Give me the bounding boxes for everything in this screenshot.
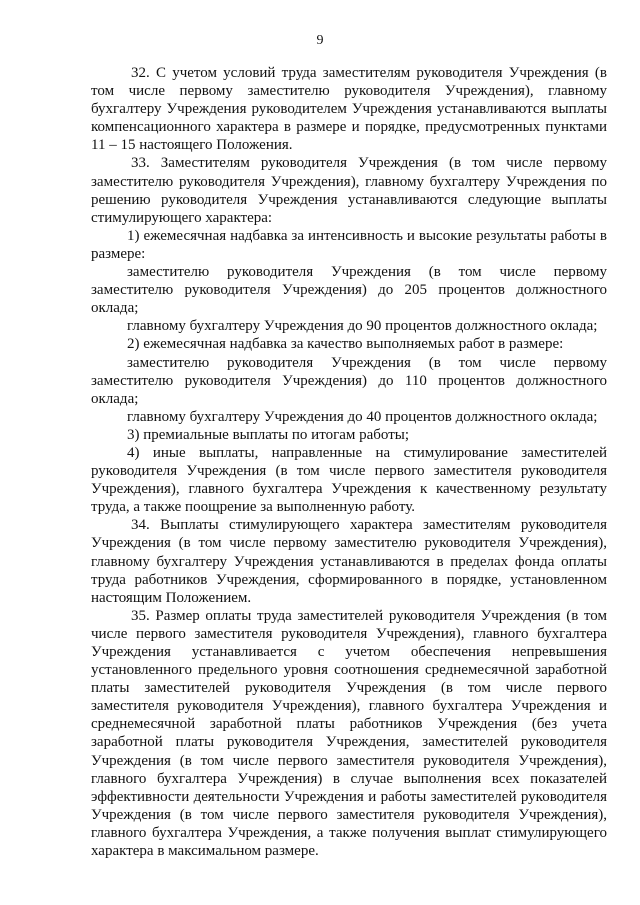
document-body [91,64,607,860]
paragraph-33: 33. Заместителям руководителя Учреждения (в том числе первому заместителю руководителя Учреждения), главному бухгалтеру Учреждения по решению руководителя Учреждения устанавливаются следующие выплаты стимулирующего характера: [91,155,607,226]
list-item-3: 3) премиальные выплаты по итогам работы; [127,426,410,443]
paragraph-34: 34. Выплаты стимулирующего характера заместителям руководителя Учреждения (в том числе первому заместителю руководителя Учреждения), главному бухгалтеру Учреждения устанавливаются в пределах фонда оплаты труда работников Учреждения, сформированного в порядке, установленном настоящим Положением. [91,517,607,606]
list-item-2-accountant: главному бухгалтеру Учреждения до 40 процентов должностного оклада; [127,408,598,425]
paragraph-35: 35. Размер оплаты труда заместителей руководителя Учреждения (в том числе первого заместителя руководителя Учреждения), главного бухгалтера Учреждения устанавливается с учетом обеспечения непревышения установленного предельного уровня соотношения среднемесячной заработной платы заместителей руководителя Учреждения (в том числе первого заместителя руководителя Учреждения), главного бухгалтера Учреждения и среднемесячной заработной платы работников Учреждения (без учета заработной платы руководителя Учреждения, заместителей руководителя Учреждения (в том числе первого заместителя руководителя Учреждения), главного бухгалтера Учреждения) в случае выполнения всех показателей эффективности деятельности Учреждения и работы заместителей руководителя Учреждения (в том числе первого заместителя руководителя Учреждения), главного бухгалтера Учреждения, а также получения выплат стимулирующего характера в максимальном размере. [91,607,607,860]
list-item-1: 1) ежемесячная надбавка за интенсивность и высокие результаты работы в размере: [91,227,607,262]
list-item-2-deputy: заместителю руководителя Учреждения (в том числе первому заместителю руководителя Учреждения) до 110 процентов должностного оклада; [91,354,607,407]
list-item-1-accountant: главному бухгалтеру Учреждения до 90 процентов должностного оклада; [127,318,598,335]
paragraph-32: 32. С учетом условий труда заместителям руководителя Учреждения (в том числе первому заместителю руководителя Учреждения), главному бухгалтеру Учреждения руководителем Учреждения устанавливаются выплаты компенсационного характера в размере и порядке, предусмотренных пунктами 11 – 15 настоящего Положения. [91,65,607,154]
list-item-2: 2) ежемесячная надбавка за качество выполняемых работ в размере: [127,336,564,353]
list-item-4: 4) иные выплаты, направленные на стимулирование заместителей руководителя Учреждения (в том числе первого заместителя руководителя Учреждения), главного бухгалтера Учреждения к качественному результату труда, а также поощрение за выполненную работу. [91,444,607,516]
page-number: 9 [316,33,324,48]
list-item-1-deputy: заместителю руководителя Учреждения (в том числе первому заместителю руководителя Учреждения) до 205 процентов должностного оклада; [91,264,607,317]
